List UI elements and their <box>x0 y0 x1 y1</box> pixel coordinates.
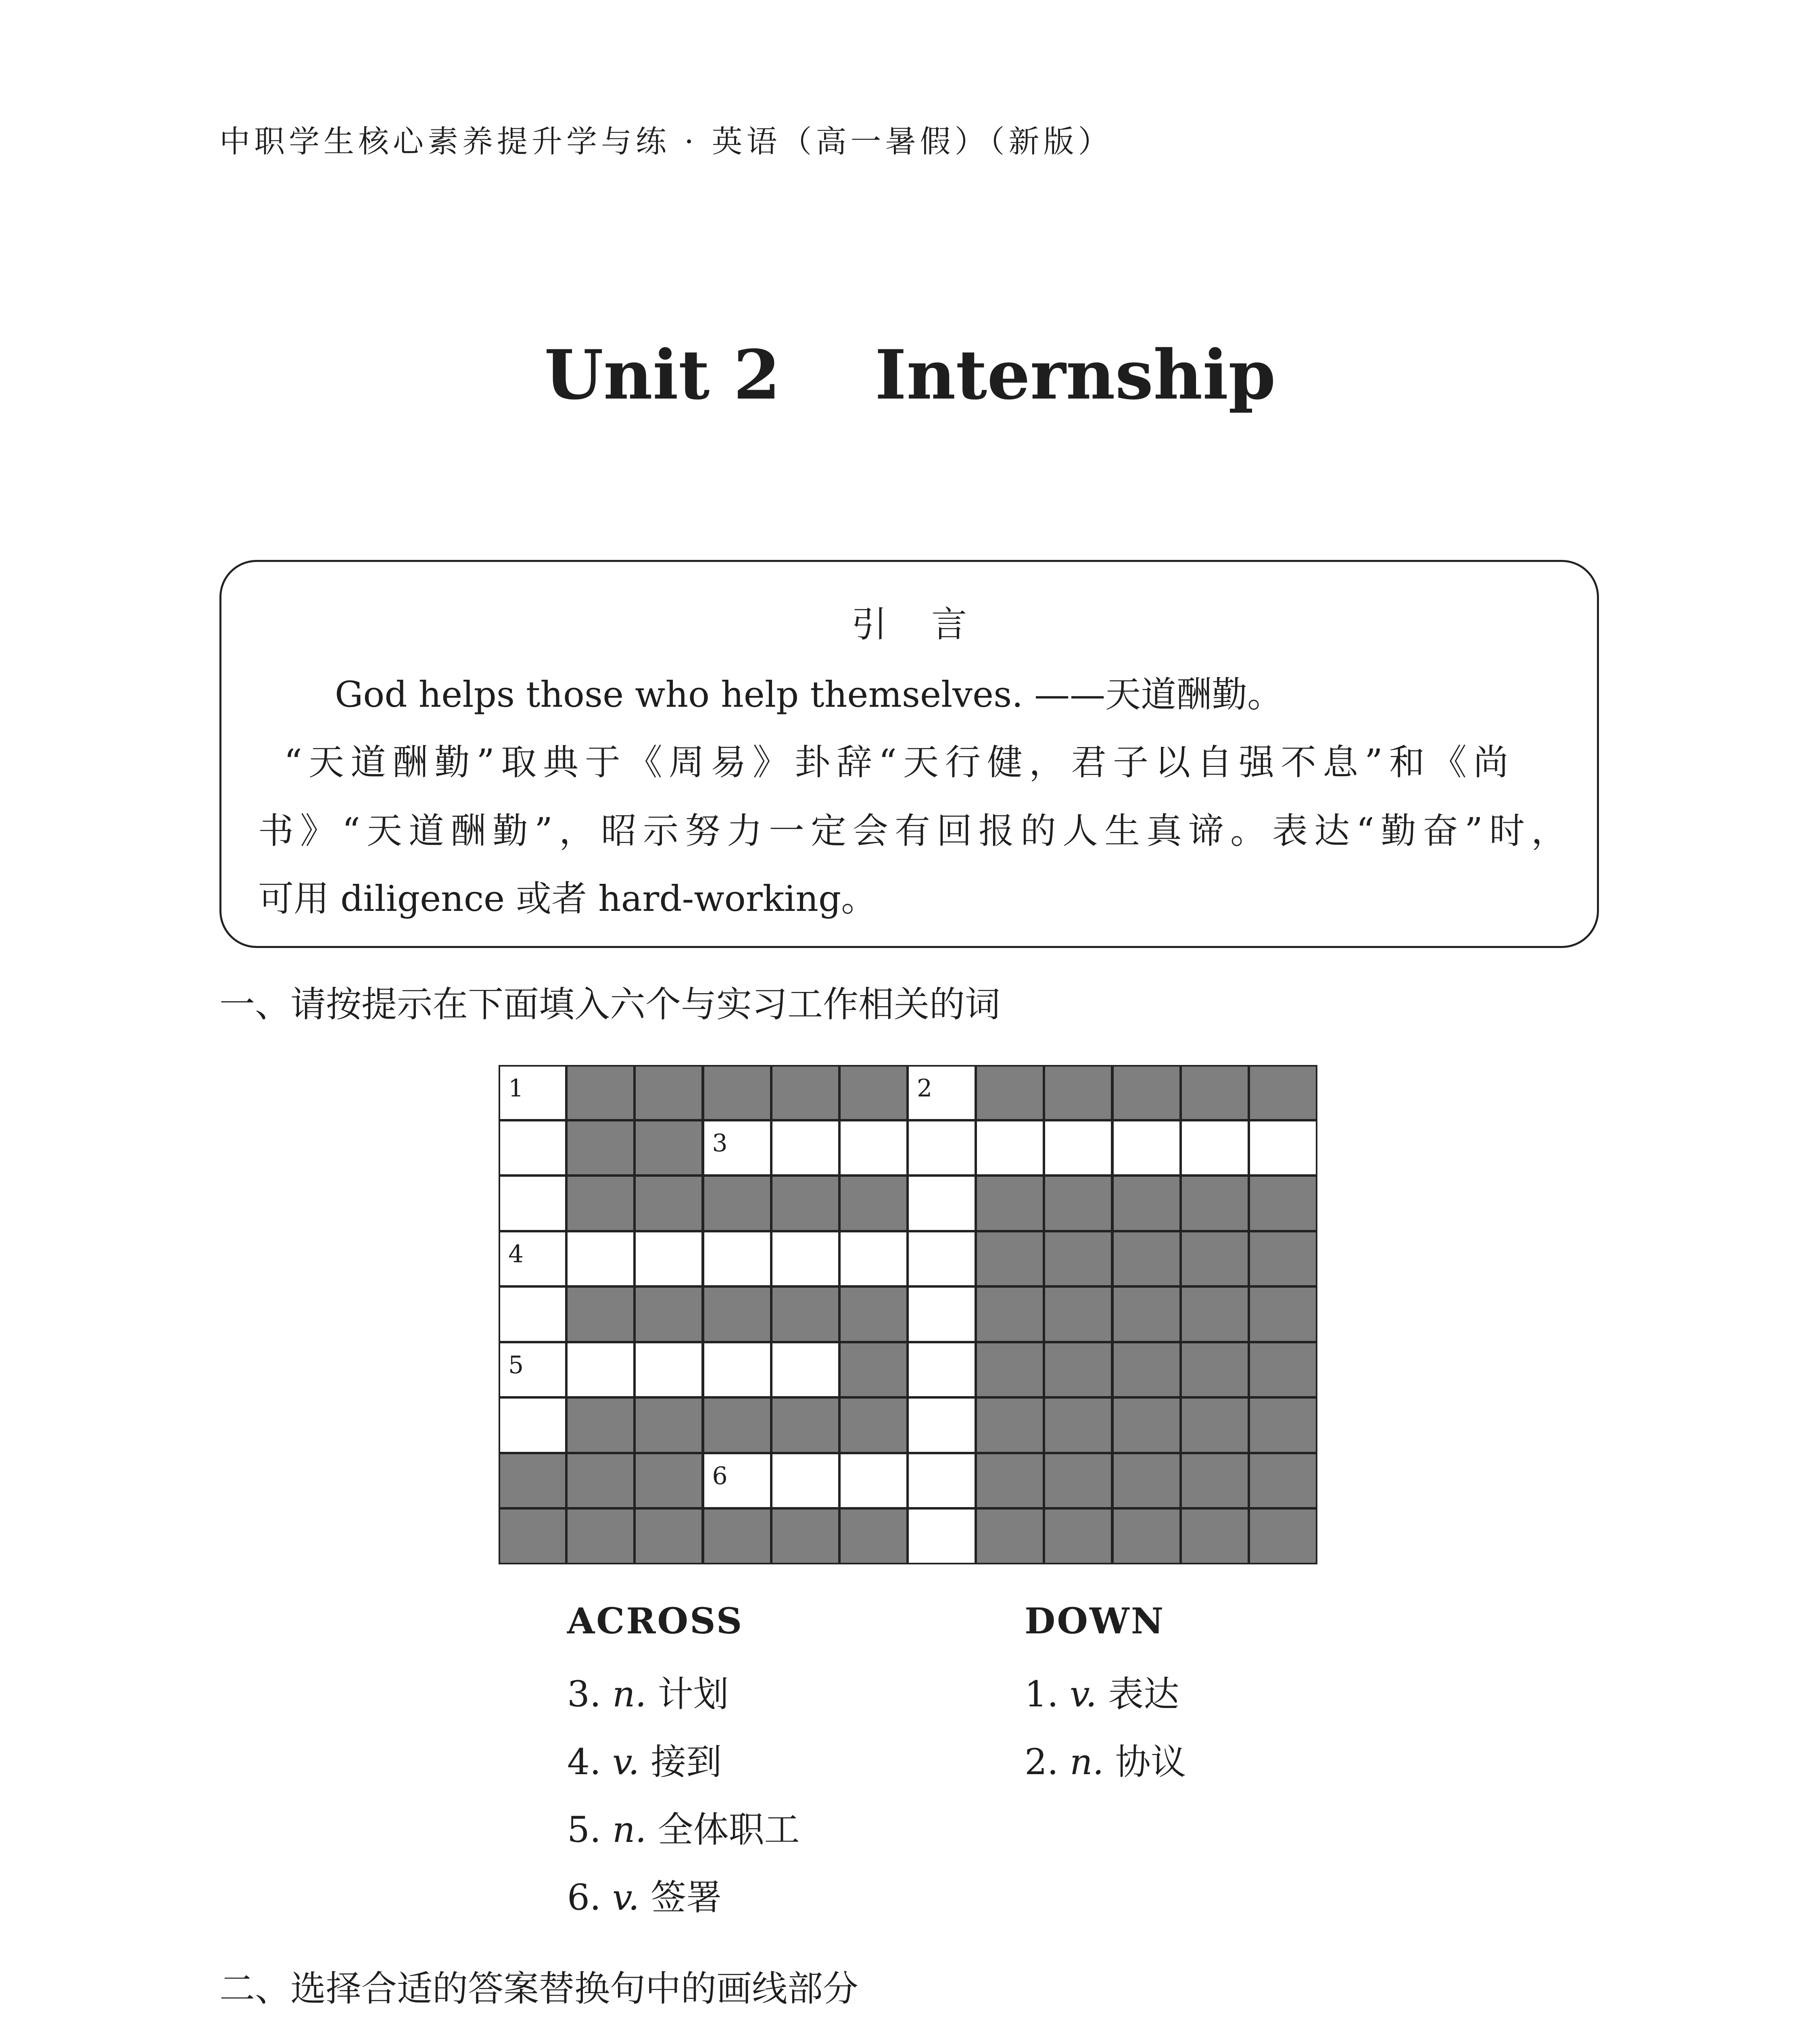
crossword-cell-black <box>1112 1342 1181 1398</box>
crossword-cell-black <box>703 1175 772 1232</box>
crossword-clue-number: 5 <box>508 1351 524 1379</box>
crossword-cell-black <box>1180 1342 1249 1398</box>
crossword-cell-black <box>634 1175 703 1232</box>
crossword-cell-black <box>703 1065 772 1121</box>
crossword-cell-black <box>1044 1231 1112 1287</box>
down-clue: 1. v. 表达 <box>1025 1673 1179 1715</box>
crossword-cell-white <box>499 1397 567 1453</box>
crossword-cell-white <box>1248 1120 1317 1176</box>
crossword-clue-number: 6 <box>712 1462 728 1490</box>
crossword-cell-black <box>1044 1508 1112 1564</box>
crossword-cell-black <box>703 1286 772 1343</box>
crossword-cell-black <box>839 1508 908 1564</box>
crossword-cell-black <box>1044 1065 1112 1121</box>
crossword-cell-black <box>499 1508 567 1564</box>
crossword-cell-black <box>566 1286 635 1343</box>
crossword-cell-black <box>975 1453 1044 1509</box>
crossword-cell-black <box>1248 1453 1317 1509</box>
crossword-cell-white <box>703 1453 772 1509</box>
crossword-cell-black <box>1180 1453 1249 1509</box>
crossword-cell-white <box>771 1120 840 1176</box>
crossword-cell-black <box>839 1065 908 1121</box>
quote-line-3: 书》“天道酬勤”，昭示努力一定会有回报的人生真谛。表达“勤奋”时， <box>258 810 1573 852</box>
crossword-cell-black <box>1044 1175 1112 1232</box>
crossword-cell-black <box>839 1286 908 1343</box>
crossword-cell-black <box>1044 1453 1112 1509</box>
crossword-cell-white <box>839 1231 908 1287</box>
crossword-cell-black <box>839 1397 908 1453</box>
crossword-cell-black <box>566 1453 635 1509</box>
crossword-cell-black <box>1112 1508 1181 1564</box>
crossword-cell-white <box>907 1120 976 1176</box>
crossword-cell-black <box>634 1508 703 1564</box>
crossword-cell-black <box>1180 1175 1249 1232</box>
crossword-cell-black <box>1180 1231 1249 1287</box>
crossword-cell-black <box>566 1065 635 1121</box>
crossword-cell-black <box>975 1286 1044 1343</box>
crossword-cell-white <box>771 1453 840 1509</box>
crossword-cell-white <box>907 1175 976 1232</box>
crossword-cell-black <box>634 1065 703 1121</box>
crossword-cell-black <box>771 1286 840 1343</box>
crossword-cell-black <box>1044 1286 1112 1343</box>
crossword-cell-white <box>499 1065 567 1121</box>
crossword-cell-black <box>1248 1397 1317 1453</box>
crossword-cell-black <box>1180 1065 1249 1121</box>
section-1-title: 一、请按提示在下面填入六个与实习工作相关的词 <box>219 983 1001 1025</box>
crossword-cell-black <box>975 1065 1044 1121</box>
crossword-cell-white <box>499 1286 567 1343</box>
crossword-cell-white <box>566 1231 635 1287</box>
crossword-cell-black <box>1044 1342 1112 1398</box>
crossword-cell-black <box>839 1342 908 1398</box>
crossword-cell-white <box>634 1231 703 1287</box>
crossword-cell-black <box>1248 1342 1317 1398</box>
crossword-cell-black <box>1180 1286 1249 1343</box>
crossword-cell-white <box>1180 1120 1249 1176</box>
crossword-cell-white <box>907 1286 976 1343</box>
crossword-cell-white <box>907 1397 976 1453</box>
crossword-clue-number: 1 <box>508 1074 524 1102</box>
crossword-cell-white <box>703 1231 772 1287</box>
crossword-cell-black <box>771 1397 840 1453</box>
quote-line-2: “天道酬勤”取典于《周易》卦辞“天行健，君子以自强不息”和《尚 <box>284 741 1515 783</box>
crossword-cell-white <box>975 1120 1044 1176</box>
crossword-cell-black <box>1112 1231 1181 1287</box>
crossword-cell-black <box>634 1120 703 1176</box>
crossword-cell-black <box>566 1397 635 1453</box>
crossword-cell-white <box>907 1508 976 1564</box>
crossword-cell-black <box>703 1397 772 1453</box>
crossword-cell-white <box>907 1065 976 1121</box>
crossword-cell-black <box>1112 1065 1181 1121</box>
crossword-cell-white <box>771 1342 840 1398</box>
across-clue: 5. n. 全体职工 <box>567 1809 800 1850</box>
crossword-cell-black <box>566 1508 635 1564</box>
crossword-cell-black <box>771 1065 840 1121</box>
crossword-cell-black <box>1248 1175 1317 1232</box>
across-heading: ACROSS <box>567 1600 744 1642</box>
crossword-cell-black <box>771 1175 840 1232</box>
crossword-cell-black <box>1112 1175 1181 1232</box>
across-clue: 6. v. 签署 <box>567 1877 722 1918</box>
running-head: 中职学生核心素养提升学与练 · 英语（高一暑假）（新版） <box>219 123 1113 159</box>
across-clue: 4. v. 接到 <box>567 1741 722 1783</box>
quote-heading: 引言 <box>851 603 1011 645</box>
quote-line-4: 可用 diligence 或者 hard-working。 <box>258 878 877 919</box>
crossword-cell-white <box>1112 1120 1181 1176</box>
crossword-cell-black <box>1248 1286 1317 1343</box>
crossword-cell-black <box>634 1286 703 1343</box>
crossword-cell-black <box>1180 1508 1249 1564</box>
crossword-cell-black <box>703 1508 772 1564</box>
crossword-clue-number: 3 <box>712 1129 728 1157</box>
crossword-cell-white <box>634 1342 703 1398</box>
crossword-cell-white <box>566 1342 635 1398</box>
crossword-cell-black <box>566 1175 635 1232</box>
section-2-title: 二、选择合适的答案替换句中的画线部分 <box>219 1968 859 2009</box>
crossword-cell-white <box>771 1231 840 1287</box>
crossword-cell-black <box>1248 1065 1317 1121</box>
crossword-grid <box>499 1065 1317 1564</box>
crossword-cell-black <box>1112 1397 1181 1453</box>
crossword-cell-black <box>1248 1508 1317 1564</box>
crossword-cell-black <box>634 1453 703 1509</box>
unit-title: Unit 2 Internship <box>544 335 1276 415</box>
crossword-cell-white <box>499 1342 567 1398</box>
crossword-cell-black <box>1112 1453 1181 1509</box>
crossword-cell-white <box>907 1231 976 1287</box>
crossword-cell-black <box>499 1453 567 1509</box>
across-clue: 3. n. 计划 <box>567 1673 729 1715</box>
crossword-cell-white <box>839 1453 908 1509</box>
crossword-cell-black <box>839 1175 908 1232</box>
crossword-cell-white <box>907 1342 976 1398</box>
crossword-cell-black <box>771 1508 840 1564</box>
crossword-cell-white <box>499 1175 567 1232</box>
crossword-clue-number: 2 <box>917 1074 933 1102</box>
crossword-cell-white <box>499 1120 567 1176</box>
crossword-cell-black <box>1180 1397 1249 1453</box>
crossword-cell-black <box>634 1397 703 1453</box>
down-clue: 2. n. 协议 <box>1025 1741 1186 1783</box>
crossword-cell-white <box>703 1342 772 1398</box>
crossword-cell-white <box>907 1453 976 1509</box>
crossword-cell-black <box>1112 1286 1181 1343</box>
crossword-cell-white <box>1044 1120 1112 1176</box>
down-heading: DOWN <box>1025 1600 1165 1642</box>
crossword-cell-black <box>1044 1397 1112 1453</box>
crossword-cell-black <box>975 1175 1044 1232</box>
crossword-cell-white <box>839 1120 908 1176</box>
crossword-cell-black <box>975 1342 1044 1398</box>
crossword-cell-white <box>703 1120 772 1176</box>
crossword-cell-black <box>975 1508 1044 1564</box>
crossword-clue-number: 4 <box>508 1240 524 1268</box>
crossword-cell-black <box>566 1120 635 1176</box>
crossword-cell-white <box>499 1231 567 1287</box>
crossword-cell-black <box>975 1397 1044 1453</box>
crossword-cell-black <box>975 1231 1044 1287</box>
quote-line-1: God helps those who help themselves. ——天道酬勤。 <box>335 674 1283 715</box>
crossword-cell-black <box>1248 1231 1317 1287</box>
